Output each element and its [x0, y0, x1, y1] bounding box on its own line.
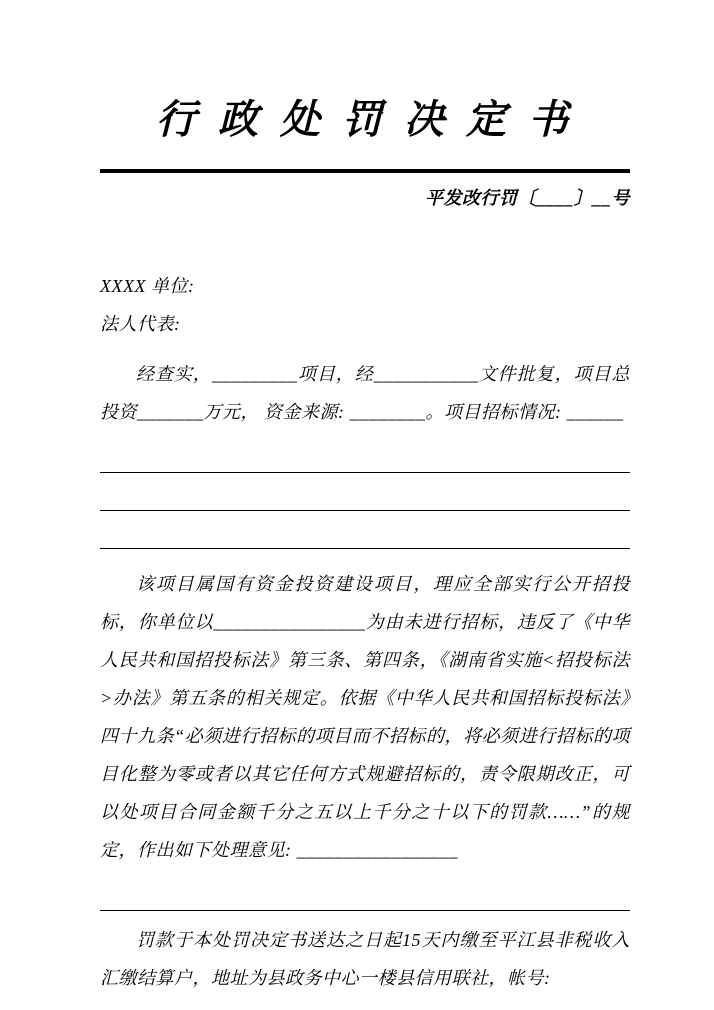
fill-line [100, 511, 630, 549]
addressee-unit-line: XXXX 单位: [100, 276, 195, 296]
paragraph-project-investigation: 经查实，_________项目，经___________文件批复，项目总投资_______万元， 资金来源: ________。项目招标情况: ______ [100, 364, 630, 422]
fill-in-line-group [100, 873, 630, 911]
document-title: 行 政 处 罚 决 定 书 [156, 97, 574, 142]
paragraph-violation-and-penalty-basis: 该项目属国有资金投资建设项目，理应全部实行公开招投标，你单位以________________为由未进行招标，违反了《中华人民共和国招投标法》第三条、第四条，《湖南省实施<招投标法>办法》第五条的相关规定。依据《中华人民共和国招标投标法》四十九条“必须进行招标的项目而不招标的，将必须进行招标的项目化整为零或者以其它任何方式规避招标的，责令限期改正，可以处项目合同金额千分之五以上千分之十以下的罚款……”的规定，作出如下处理意见: _________________ [100, 574, 630, 860]
title-divider-rule [100, 169, 630, 173]
document-number: 平发改行罚〔____〕__号 [425, 188, 630, 208]
paragraph-payment-instructions: 罚款于本处罚决定书送达之日起15天内缴至平江县非税收入汇缴结算户，地址为县政务中心一楼县信用联社，帐号: [100, 930, 630, 988]
fill-line [100, 873, 630, 911]
fill-line [100, 435, 630, 473]
fill-line [100, 473, 630, 511]
legal-representative-line: 法人代表: [100, 314, 181, 334]
fill-in-lines-group [100, 435, 630, 549]
document-content [100, 0, 630, 997]
